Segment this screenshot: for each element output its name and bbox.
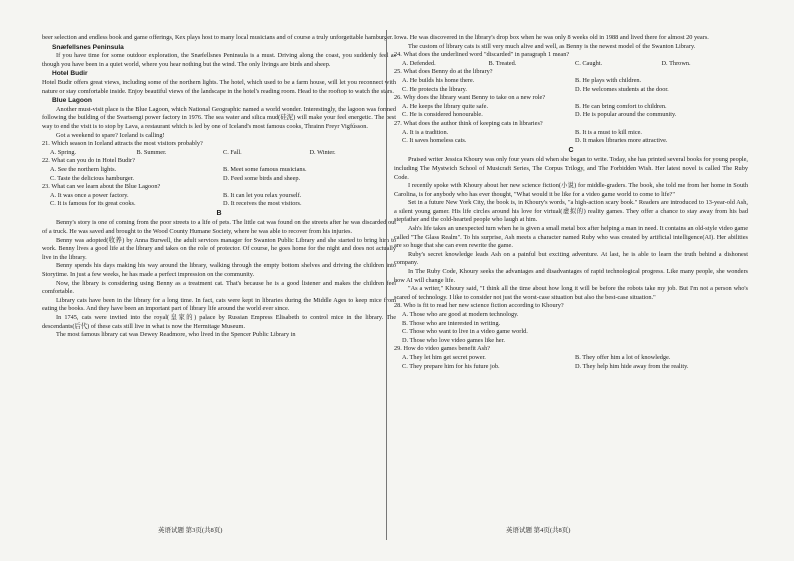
option-27-c: C. It saves homeless cats. — [402, 137, 467, 145]
option-24-c: C. Caught. — [575, 59, 603, 67]
question-24-options — [394, 60, 748, 69]
option-21-c: C. Fall. — [223, 148, 242, 156]
paragraph-b3: Benny spends his days making his way around the library, walking through the empty bottom shelves and driving the children into Storytime. In just a few weeks, he has made a perfect impression on the community. — [42, 262, 396, 279]
option-22-a: A. See the northern lights. — [50, 165, 117, 173]
option-28-d: D. Those who love video games like her. — [402, 336, 505, 344]
paragraph-c6: In The Ruby Code, Khoury seeks the advantages and disadvantages of rapid technological progress. Like many people, she wonders how AI will change life. — [394, 268, 748, 284]
option-28-c: C. Those who want to live in a video game world. — [402, 328, 528, 336]
paragraph-c3: Set in a future New York City, the book is, in Khoury's words, "a high-action scary book." Readers are introduced to 13-year-old Ash, a silent young gamer. His life circles around his love for virtual(虚拟的) reality games. They offer a chance to stay away from his bad stepfather and the cold-hearted people who laugh at him. — [394, 199, 748, 224]
option-26-c: C. He is considered honourable. — [402, 111, 483, 119]
question-24: 24. What does the underlined word "discarded" in paragraph 1 mean? — [394, 51, 570, 59]
option-24-a: A. Defended. — [402, 59, 436, 67]
option-27-d: D. It makes libraries more attractive. — [575, 137, 668, 145]
question-28-options — [394, 311, 748, 345]
option-23-b: B. It can let you relax yourself. — [223, 191, 302, 199]
option-27-b: B. It is a must to kill mice. — [575, 128, 642, 136]
paragraph-r1: Iowa. He was discovered in the library's drop box when he was only 8 weeks old in 1988 and lived there for almost 20 years. — [394, 34, 709, 41]
option-26-a: A. He keeps the library quite safe. — [402, 102, 489, 110]
question-29-options — [394, 354, 748, 371]
question-28: 28. Who is fit to read her new science fiction according to Khoury? — [394, 302, 564, 310]
option-25-c: C. He protects the library. — [402, 85, 467, 93]
paragraph-b6: In 1745, cats were invited into the royal(皇家的) palace by Russian Empress Elisabeth to control mice in the library. The descendants(后代) of these cats still live in what is now the Hermitage Museum. — [42, 314, 396, 330]
question-25-options — [394, 77, 748, 94]
question-26: 26. Why does the library want Benny to take on a new role? — [394, 94, 546, 102]
option-29-c: C. They prepare him for his future job. — [402, 362, 500, 370]
option-28-a: A. Those who are good at modern technology. — [402, 311, 519, 318]
heading-hotel-budir: Hotel Budir — [52, 70, 88, 78]
option-29-d: D. They help him hide away from the reality. — [575, 362, 689, 370]
paragraph-c5: Ruby's secret knowledge leads Ash on a painful but exciting adventure. At last, he is able to learn the truth behind a dishonest company. — [394, 250, 748, 267]
question-22: 22. What can you do in Hotel Budir? — [42, 157, 135, 165]
question-27: 27. What does the author think of keeping cats in libraries? — [394, 119, 543, 127]
question-29: 29. How do video games benefit Ash? — [394, 345, 491, 353]
paragraph-snaefellsnes: If you have time for some outdoor exploration, the Snæfellsnes Peninsula is a must. Driving along the coast, you suddenly feel as though you have been in a quiet world, where you hear nothing but the wind. The only livings are birds and sheep. — [42, 52, 396, 68]
left-column — [42, 34, 396, 340]
section-c-heading: C — [568, 146, 574, 154]
paragraph-c7: "As a writer," Khoury said, "I think all the time about how long it will be before the robots take my job. But I'm not a person who's scared of technology. I like to consider not just the worst-case situation but also the best-case situation." — [394, 285, 748, 301]
question-25: 25. What does Benny do at the library? — [394, 68, 493, 76]
paragraph-c2: I recently spoke with Khoury about her new science fiction(小说) for middle-graders. The book, she told me from her home in South Carolina, is for anybody who has ever thought, "What would it be like for a video game world to come to life?" — [394, 182, 748, 198]
paragraph-r2: The custom of library cats is still very much alive and well, as Benny is the newest model of the Swanton Library. — [408, 42, 696, 50]
paragraph-b7: The most famous library cat was Dewey Readmore, who lived in the Spencer Public Library in — [56, 331, 296, 339]
page-footer-right: 英语试题 第4页(共8页) — [506, 527, 571, 534]
option-23-c: C. It is famous for its great cooks. — [50, 200, 136, 208]
option-25-a: A. He builds his home there. — [402, 76, 475, 84]
question-23: 23. What can we learn about the Blue Lagoon? — [42, 183, 161, 191]
option-23-d: D. It receives the most visitors. — [223, 200, 302, 208]
paragraph-b2: Benny was adopted(收养) by Anna Burwell, the adult services manager for Swanton Public Library and she started to bring him to work. Benny lives a good life at the library and takes on the role of protector. Of course, he goes home for the night and does not actually live in the library. — [42, 236, 396, 261]
option-24-b: B. Treated. — [488, 59, 517, 67]
heading-snaefellsnes: Snæfellsnes Peninsula — [52, 43, 124, 51]
paragraph-b1: Benny's story is one of coming from the poor streets to a life of pets. The little cat was found on the streets after he was discarded out of a truck. He was saved and brought to the Wood County Humane Society, where he was able to recover from his injuries. — [42, 219, 396, 236]
option-22-c: C. Taste the delicious hamburger. — [50, 174, 134, 182]
heading-blue-lagoon: Blue Lagoon — [52, 97, 92, 105]
option-26-d: D. He is popular around the community. — [575, 111, 677, 119]
paragraph-b5: Library cats have been in the library for a long time. In fact, cats were kept in libraries during the Middle Ages to keep mice from eating the books. And they have been an important part of library life around the world ever since. — [42, 296, 396, 313]
section-b-heading: B — [216, 209, 222, 217]
option-29-b: B. They offer him a lot of knowledge. — [575, 353, 671, 361]
option-28-b: B. Those who are interested in writing. — [402, 319, 501, 327]
option-21-b: B. Summer. — [136, 148, 167, 156]
paragraph-c1: Praised writer Jessica Khoury was only four years old when she began to write. Today, she has printed several books for young people, including The Mystwich School of Musicraft Series, The Corpus Trilogy, and The Forbidden Wish. Her latest novel is called The Ruby Code. — [394, 156, 748, 181]
question-21-options — [42, 149, 396, 158]
option-23-a: A. It was once a power factory. — [50, 191, 129, 199]
option-22-d: D. Feed some birds and sheep. — [223, 174, 301, 182]
question-22-options — [42, 166, 396, 183]
kex-intro-text: beer selection and endless book and game offerings, Kex plays host to many local musicians and of course a truly unforgettable hamburger. — [42, 34, 394, 41]
option-27-a: A. It is a tradition. — [402, 128, 449, 136]
page-footer-left: 英语试题 第3页(共8页) — [158, 527, 223, 534]
option-29-a: A. They let him get secret power. — [402, 353, 486, 361]
question-27-options — [394, 129, 748, 146]
option-26-b: B. He can bring comfort to children. — [575, 102, 667, 110]
paragraph-blue-lagoon: Another must-visit place is the Blue Lagoon, which National Geographic named a world wonder. Interestingly, the lagoon was formed following the building of the Svartsengi power factory in 1976. The sea water and silica mud(硅泥) will make your feel energetic. The best way to end the visit is to stop by Lava, a restaurant which is led by one of Iceland's most famous cooks, Thrainn Freyr Vigfússon. — [42, 105, 396, 130]
paragraph-b4: Now, the library is considering using Benny as a treatment cat. That's because he is a good listener and makes the children feel comfortable. — [42, 279, 396, 296]
question-26-options — [394, 103, 748, 120]
paragraph-hotel-budir: Hotel Budir offers great views, including some of the northern lights. The hotel, which used to be a farm house, will let you reconnect with nature or stay comfortable inside. Enjoy beautiful views of the landscape in the hotel's reading room. Head to the rooftop to watch the stars. — [42, 78, 396, 95]
column-divider — [386, 30, 387, 540]
option-24-d: D. Thrown. — [661, 59, 691, 67]
paragraph-c4: Ash's life takes an unexpected turn when he is given a small metal box after helping a man in need. It contains an old-style video game called "The Glass Realm". To his surprise, Ash meets a character named Ruby who was created by artificial intelligence(AI). Her abilities are so huge that she can even rewrite the game. — [394, 225, 748, 250]
option-22-b: B. Meet some famous musicians. — [223, 165, 307, 173]
option-21-a: A. Spring. — [50, 148, 77, 156]
right-column — [394, 34, 748, 371]
option-21-d: D. Winter. — [309, 148, 336, 156]
question-21: 21. Which season in Iceland attracts the most visitors probably? — [42, 140, 203, 148]
option-25-b: B. He plays with children. — [575, 76, 642, 84]
paragraph-closing: Got a weekend to spare? Iceland is calling! — [56, 131, 165, 139]
option-25-d: D. He welcomes students at the door. — [575, 85, 669, 93]
question-23-options — [42, 192, 396, 209]
